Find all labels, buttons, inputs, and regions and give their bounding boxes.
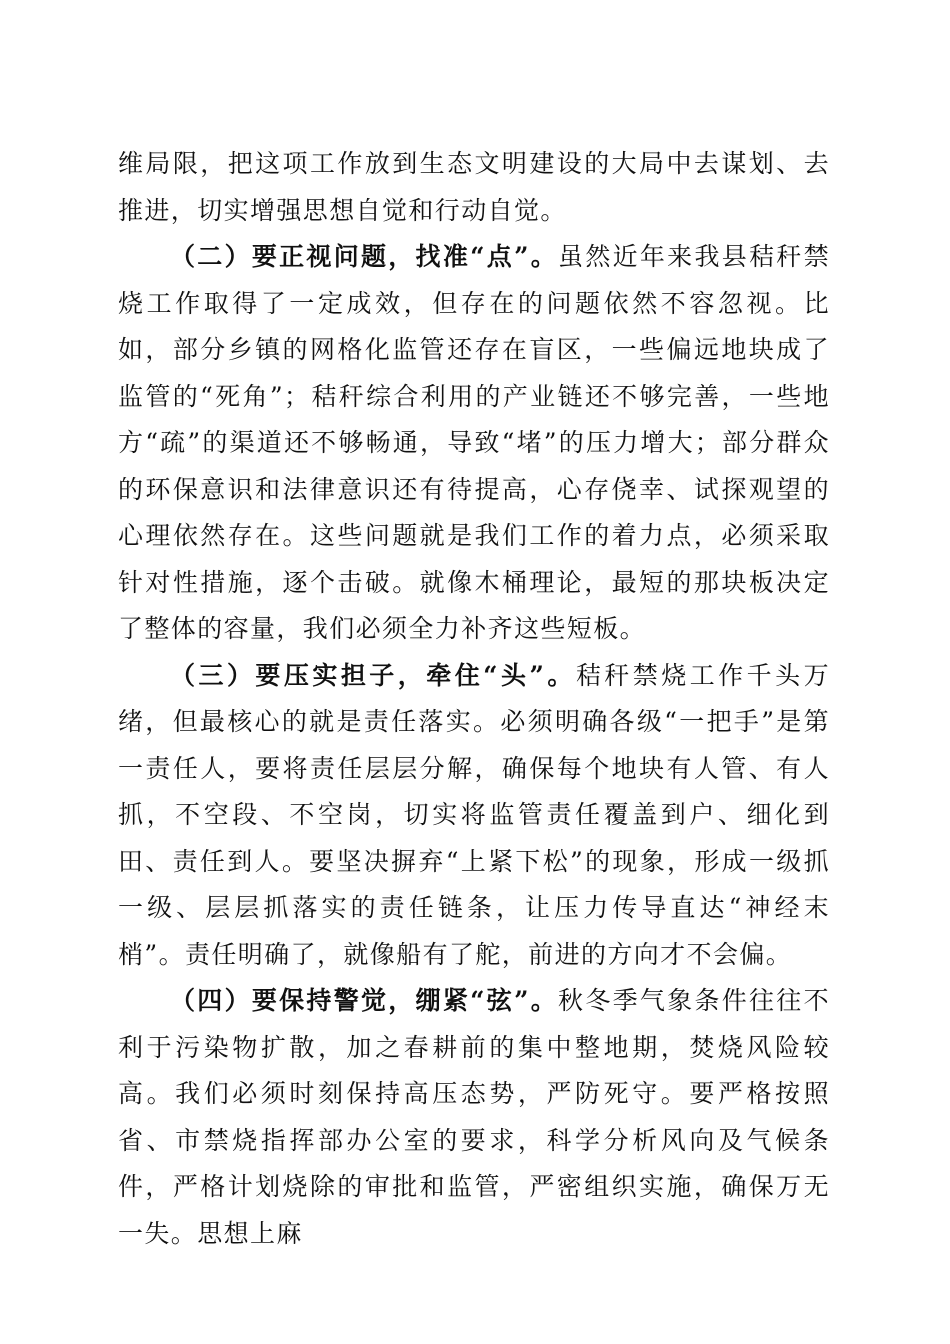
paragraph-text: 虽然近年来我县秸秆禁烧工作取得了一定成效，但存在的问题依然不容忽视。比如，部分乡镇的网格化监管还存在盲区，一些偏远地块成了监管的“死角”；秸秆综合利用的产业链还不够完善，一些地方“疏”的渠道还不够畅通，导致“堵”的压力增大；部分群众的环保意识和法律意识还有待提高，心存侥幸、试探观望的心理依然存在。这些问题就是我们工作的着力点，必须采取针对性措施，逐个击破。就像木桶理论，最短的那块板决定了整体的容量，我们必须全力补齐这些短板。 <box>118 242 830 643</box>
document-body <box>118 141 830 1257</box>
paragraph-text: 秸秆禁烧工作千头万绪，但最核心的就是责任落实。必须明确各级“一把手”是第一责任人，要将责任层层分解，确保每个地块有人管、有人抓，不空段、不空岗，切实将监管责任覆盖到户、细化到田、责任到人。要坚决摒弃“上紧下松”的现象，形成一级抓一级、层层抓落实的责任链条，让压力传导直达“神经末梢”。责任明确了，就像船有了舵，前进的方向才不会偏。 <box>118 660 830 969</box>
paragraph-text: 秋冬季气象条件往往不利于污染物扩散，加之春耕前的集中整地期，焚烧风险较高。我们必须时刻保持高压态势，严防死守。要严格按照省、市禁烧指挥部办公室的要求，科学分析风向及气候条件，严格计划烧除的审批和监管，严密组织实施，确保万无一失。思想上麻 <box>118 986 830 1248</box>
paragraph-section-4 <box>118 978 830 1257</box>
paragraph-continuation <box>118 141 830 234</box>
paragraph-section-2 <box>118 234 830 653</box>
section-heading: （三）要压实担子，牵住“头”。 <box>170 660 576 690</box>
section-heading: （二）要正视问题，找准“点”。 <box>170 242 559 271</box>
section-heading: （四）要保持警觉，绷紧“弦”。 <box>170 986 559 1015</box>
paragraph-text: 维局限，把这项工作放到生态文明建设的大局中去谋划、去推进，切实增强思想自觉和行动自觉。 <box>118 149 830 225</box>
paragraph-section-3 <box>118 653 830 979</box>
